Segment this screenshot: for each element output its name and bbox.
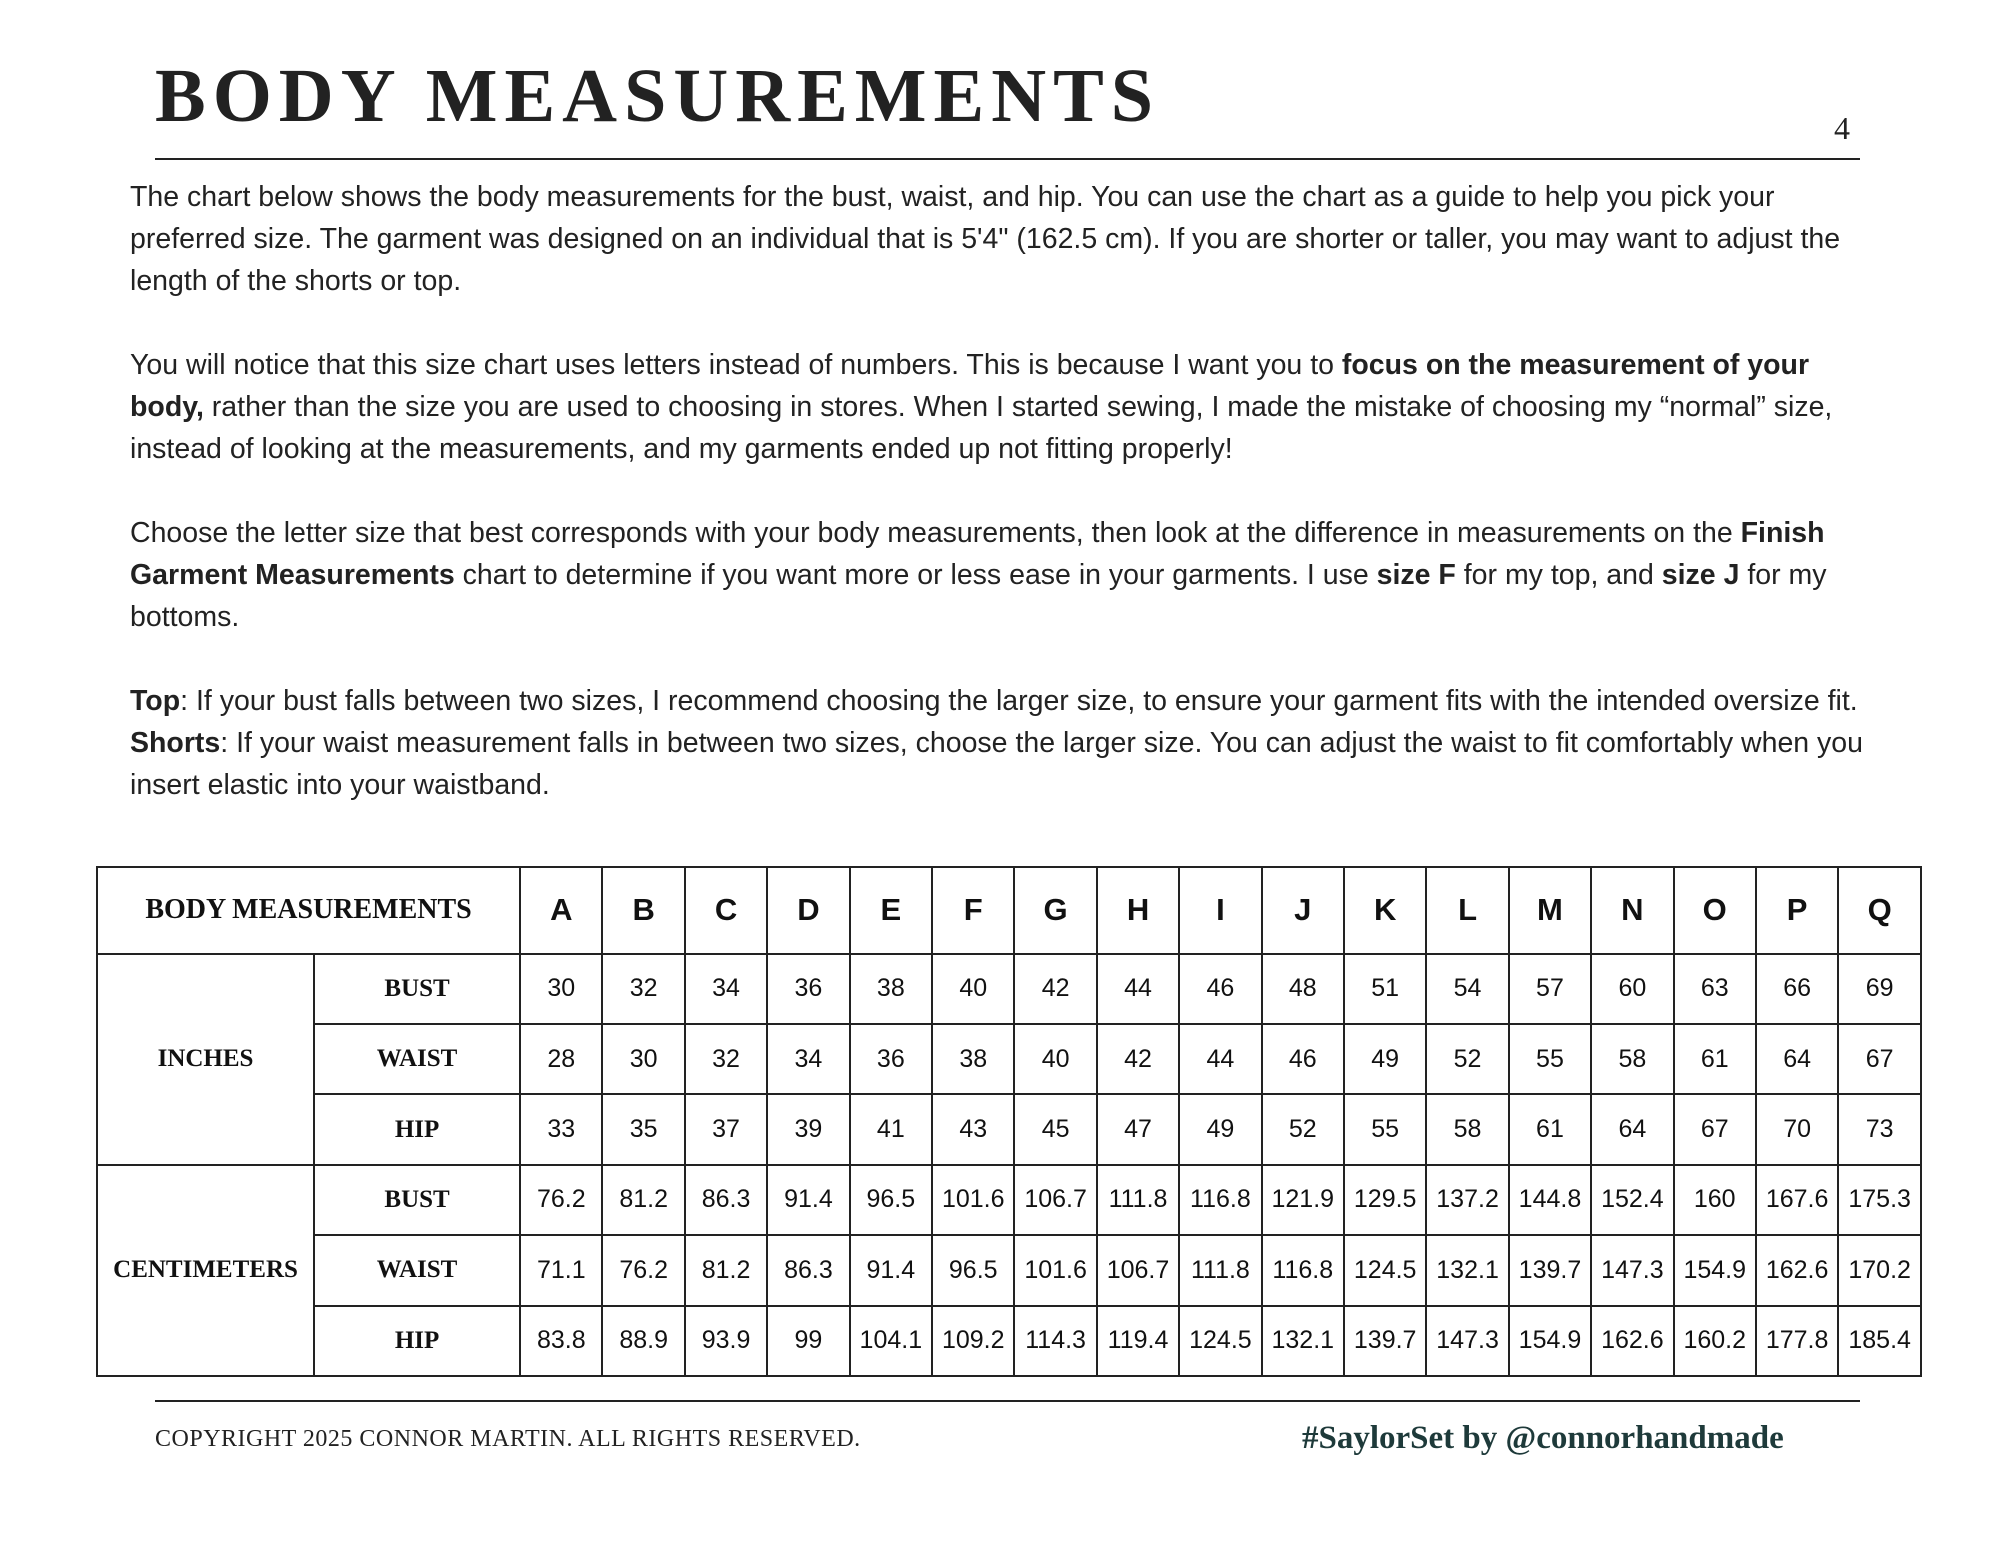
measurement-value: 124.5 (1179, 1306, 1261, 1376)
measurement-value: 132.1 (1426, 1235, 1508, 1305)
measurement-value: 63 (1674, 954, 1756, 1024)
measurement-value: 54 (1426, 954, 1508, 1024)
intro-paragraph-2 (130, 344, 1880, 470)
size-column-header: J (1262, 867, 1344, 954)
table-row (97, 1094, 1921, 1164)
measurement-value: 43 (932, 1094, 1014, 1164)
unit-group-label: INCHES (97, 954, 314, 1165)
measurement-value: 91.4 (767, 1165, 849, 1235)
measurement-value: 38 (850, 954, 932, 1024)
measurement-value: 101.6 (1014, 1235, 1096, 1305)
measurement-label: HIP (314, 1094, 520, 1164)
measurement-value: 49 (1344, 1024, 1426, 1094)
measurement-value: 104.1 (850, 1306, 932, 1376)
measurement-value: 34 (767, 1024, 849, 1094)
intro-p3-bottom-size: size J (1661, 559, 1740, 591)
header-divider (155, 158, 1860, 160)
measurement-value: 51 (1344, 954, 1426, 1024)
measurement-value: 49 (1179, 1094, 1261, 1164)
intro-p3-chart-name: Finish Garment Measurements (130, 517, 1825, 591)
top-label: Top (130, 685, 181, 717)
table-row (97, 1306, 1921, 1376)
measurement-value: 42 (1014, 954, 1096, 1024)
size-column-header: C (685, 867, 767, 954)
measurement-value: 46 (1262, 1024, 1344, 1094)
measurement-value: 154.9 (1674, 1235, 1756, 1305)
intro-top-note (130, 680, 1880, 722)
measurement-value: 30 (602, 1024, 684, 1094)
measurement-value: 69 (1838, 954, 1921, 1024)
measurement-value: 40 (1014, 1024, 1096, 1094)
measurement-value: 61 (1674, 1024, 1756, 1094)
measurement-value: 30 (520, 954, 602, 1024)
size-column-header: K (1344, 867, 1426, 954)
size-column-header: O (1674, 867, 1756, 954)
measurement-value: 129.5 (1344, 1165, 1426, 1235)
table-row (97, 1235, 1921, 1305)
measurement-value: 70 (1756, 1094, 1838, 1164)
intro-p2-text: You will notice that this size chart uses letters instead of numbers. This is because I want you to (130, 349, 1342, 381)
measurement-value: 34 (685, 954, 767, 1024)
measurement-value: 73 (1838, 1094, 1921, 1164)
table-row (97, 1024, 1921, 1094)
measurement-value: 67 (1838, 1024, 1921, 1094)
top-note-text: : If your bust falls between two sizes, I recommend choosing the larger size, to ensure your garment fits with the intended oversize fit. (180, 685, 1858, 717)
footer-divider (155, 1400, 1860, 1402)
measurement-value: 45 (1014, 1094, 1096, 1164)
measurement-value: 106.7 (1014, 1165, 1096, 1235)
measurement-value: 109.2 (932, 1306, 1014, 1376)
measurement-value: 121.9 (1262, 1165, 1344, 1235)
intro-p3-text-3: for my top, and (1455, 559, 1662, 591)
measurement-label: WAIST (314, 1235, 520, 1305)
unit-group-label: CENTIMETERS (97, 1165, 314, 1376)
measurement-value: 76.2 (520, 1165, 602, 1235)
size-column-header: I (1179, 867, 1261, 954)
measurement-value: 61 (1509, 1094, 1591, 1164)
size-column-header: P (1756, 867, 1838, 954)
size-column-header: N (1591, 867, 1673, 954)
measurement-value: 86.3 (767, 1235, 849, 1305)
measurement-value: 86.3 (685, 1165, 767, 1235)
measurement-value: 101.6 (932, 1165, 1014, 1235)
intro-p2-text-end: rather than the size you are used to choosing in stores. When I started sewing, I made the mistake of choosing my “normal” size, instead of looking at the measurements, and my garments ended up not fitting properly! (130, 391, 1833, 465)
measurement-value: 96.5 (932, 1235, 1014, 1305)
measurement-value: 48 (1262, 954, 1344, 1024)
measurement-label: HIP (314, 1306, 520, 1376)
size-column-header: B (602, 867, 684, 954)
intro-paragraph-3 (130, 512, 1880, 638)
size-column-header: M (1509, 867, 1591, 954)
measurement-value: 38 (932, 1024, 1014, 1094)
measurement-value: 32 (685, 1024, 767, 1094)
size-column-header: Q (1838, 867, 1921, 954)
measurement-value: 46 (1179, 954, 1261, 1024)
page-number: 4 (1834, 110, 1850, 146)
measurement-value: 55 (1344, 1094, 1426, 1164)
copyright-notice: COPYRIGHT 2025 CONNOR MARTIN. ALL RIGHTS RESERVED. (155, 1426, 861, 1452)
measurement-value: 36 (767, 954, 849, 1024)
measurement-label: WAIST (314, 1024, 520, 1094)
size-column-header: A (520, 867, 602, 954)
size-column-header: L (1426, 867, 1508, 954)
measurement-value: 44 (1179, 1024, 1261, 1094)
measurement-value: 33 (520, 1094, 602, 1164)
measurement-value: 137.2 (1426, 1165, 1508, 1235)
measurement-value: 144.8 (1509, 1165, 1591, 1235)
table-header-row (97, 867, 1921, 954)
measurement-value: 139.7 (1509, 1235, 1591, 1305)
measurement-value: 114.3 (1014, 1306, 1096, 1376)
measurement-value: 76.2 (602, 1235, 684, 1305)
measurement-value: 67 (1674, 1094, 1756, 1164)
measurement-value: 170.2 (1838, 1235, 1921, 1305)
measurement-value: 147.3 (1426, 1306, 1508, 1376)
measurement-label: BUST (314, 954, 520, 1024)
measurement-value: 116.8 (1179, 1165, 1261, 1235)
measurement-value: 111.8 (1179, 1235, 1261, 1305)
intro-p2-emphasis: focus on the measurement of your body, (130, 349, 1810, 423)
measurement-value: 152.4 (1591, 1165, 1673, 1235)
measurement-label: BUST (314, 1165, 520, 1235)
measurement-value: 83.8 (520, 1306, 602, 1376)
intro-p3-text-2: chart to determine if you want more or less ease in your garments. I use (454, 559, 1377, 591)
size-column-header: G (1014, 867, 1096, 954)
measurement-value: 39 (767, 1094, 849, 1164)
measurement-value: 28 (520, 1024, 602, 1094)
measurement-value: 96.5 (850, 1165, 932, 1235)
page-title: BODY MEASUREMENTS (155, 54, 1161, 138)
measurement-value: 58 (1591, 1024, 1673, 1094)
measurement-value: 52 (1426, 1024, 1508, 1094)
measurement-value: 41 (850, 1094, 932, 1164)
table-header-label: BODY MEASUREMENTS (97, 867, 520, 954)
measurement-value: 99 (767, 1306, 849, 1376)
measurement-value: 81.2 (685, 1235, 767, 1305)
measurement-value: 119.4 (1097, 1306, 1179, 1376)
measurement-value: 40 (932, 954, 1014, 1024)
measurement-value: 177.8 (1756, 1306, 1838, 1376)
size-column-header: E (850, 867, 932, 954)
measurement-value: 52 (1262, 1094, 1344, 1164)
size-chart-table (96, 866, 1922, 1377)
measurement-value: 93.9 (685, 1306, 767, 1376)
intro-p3-text: Choose the letter size that best corresponds with your body measurements, then look at the difference in measurements on the (130, 517, 1741, 549)
measurement-value: 139.7 (1344, 1306, 1426, 1376)
measurement-value: 58 (1426, 1094, 1508, 1164)
table-row (97, 1165, 1921, 1235)
shorts-label: Shorts (130, 727, 221, 759)
measurement-value: 160 (1674, 1165, 1756, 1235)
measurement-value: 106.7 (1097, 1235, 1179, 1305)
shorts-note-text: : If your waist measurement falls in between two sizes, choose the larger size. You can adjust the waist to fit comfortably when you insert elastic into your waistband. (130, 727, 1864, 801)
measurement-value: 42 (1097, 1024, 1179, 1094)
intro-paragraph-1: The chart below shows the body measurements for the bust, waist, and hip. You can use the chart as a guide to help you pick your preferred size. The garment was designed on an individual that is 5'4" (162.5 cm). If you are shorter or taller, you may want to adjust the length of the shorts or top. (130, 181, 1841, 297)
measurement-value: 167.6 (1756, 1165, 1838, 1235)
social-hashtag: #SaylorSet by @connorhandmade (1302, 1420, 1784, 1456)
measurement-value: 124.5 (1344, 1235, 1426, 1305)
measurement-value: 71.1 (520, 1235, 602, 1305)
measurement-value: 132.1 (1262, 1306, 1344, 1376)
size-column-header: H (1097, 867, 1179, 954)
measurement-value: 111.8 (1097, 1165, 1179, 1235)
size-column-header: D (767, 867, 849, 954)
measurement-value: 162.6 (1756, 1235, 1838, 1305)
measurement-value: 32 (602, 954, 684, 1024)
intro-p3-text-4: for my bottoms. (130, 559, 1827, 633)
measurement-value: 116.8 (1262, 1235, 1344, 1305)
measurement-value: 160.2 (1674, 1306, 1756, 1376)
intro-text (130, 176, 1880, 806)
measurement-value: 36 (850, 1024, 932, 1094)
measurement-value: 154.9 (1509, 1306, 1591, 1376)
measurement-value: 64 (1756, 1024, 1838, 1094)
measurement-value: 175.3 (1838, 1165, 1921, 1235)
measurement-value: 60 (1591, 954, 1673, 1024)
intro-p3-top-size: size F (1376, 559, 1456, 591)
measurement-value: 162.6 (1591, 1306, 1673, 1376)
measurement-value: 57 (1509, 954, 1591, 1024)
size-column-header: F (932, 867, 1014, 954)
measurement-value: 64 (1591, 1094, 1673, 1164)
measurement-value: 55 (1509, 1024, 1591, 1094)
measurement-value: 88.9 (602, 1306, 684, 1376)
measurement-value: 147.3 (1591, 1235, 1673, 1305)
measurement-value: 185.4 (1838, 1306, 1921, 1376)
table-row (97, 954, 1921, 1024)
measurement-value: 66 (1756, 954, 1838, 1024)
measurement-value: 81.2 (602, 1165, 684, 1235)
intro-shorts-note (130, 722, 1880, 806)
measurement-value: 44 (1097, 954, 1179, 1024)
measurement-value: 37 (685, 1094, 767, 1164)
measurement-value: 47 (1097, 1094, 1179, 1164)
measurement-value: 35 (602, 1094, 684, 1164)
measurement-value: 91.4 (850, 1235, 932, 1305)
